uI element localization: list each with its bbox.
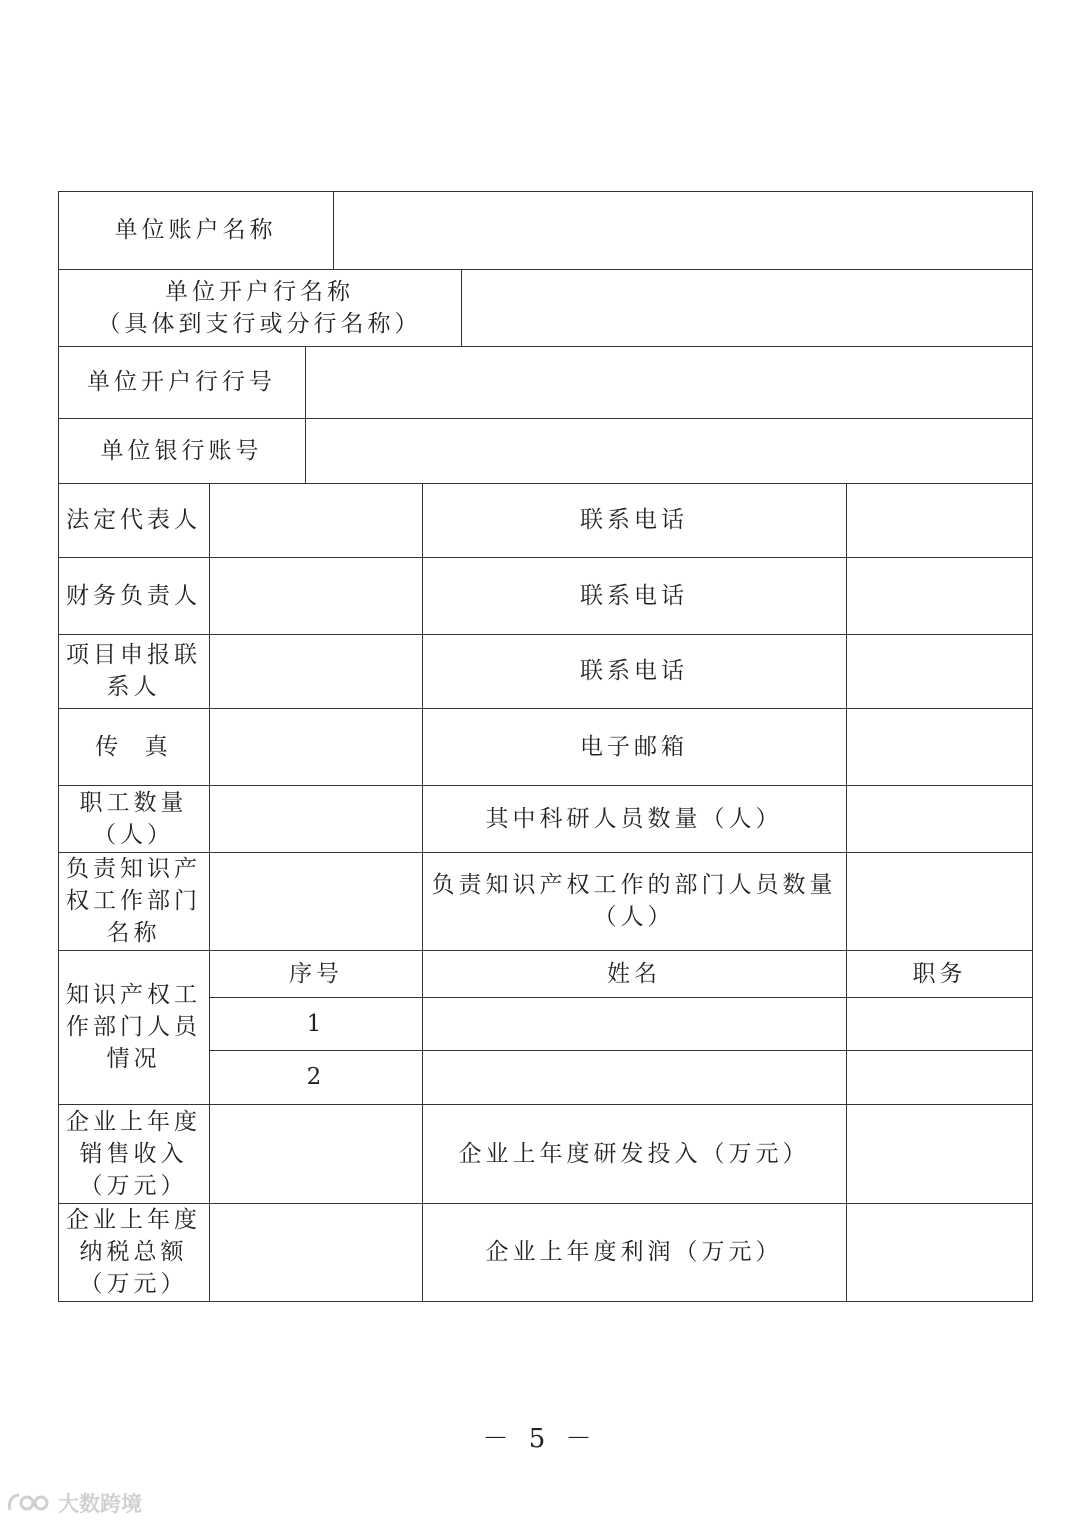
- finance-phone-label: 联系电话: [580, 582, 688, 609]
- legal-rep-phone-label: 联系电话: [580, 507, 688, 533]
- col-seq-header: 序号: [289, 960, 343, 987]
- sales-field[interactable]: [210, 1104, 422, 1203]
- ip-staff-label: 知识产权工 作部门人员 情况: [66, 982, 201, 1072]
- bank-account-label: 单位银行账号: [100, 437, 263, 464]
- ip-dept-staff-count-label: 负责知识产权工作的部门人员数量 （人）: [431, 872, 837, 930]
- email-label: 电子邮箱: [580, 733, 688, 760]
- legal-rep-field[interactable]: [210, 483, 422, 557]
- finance-head-label: 财务负责人: [66, 582, 201, 609]
- project-contact-phone-label: 联系电话: [580, 658, 688, 684]
- legal-rep-phone-field[interactable]: [847, 483, 1032, 557]
- row-seq: 2: [306, 1064, 326, 1090]
- rule: [1032, 191, 1033, 1302]
- row-seq: 1: [306, 1010, 326, 1037]
- research-staff-field[interactable]: [847, 785, 1032, 852]
- ip-dept-staff-count-field[interactable]: [847, 852, 1032, 950]
- sales-label: 企业上年度 销售收入 （万元）: [66, 1108, 201, 1199]
- ip-dept-field[interactable]: [210, 852, 422, 950]
- watermark-text: 大数跨境: [58, 1492, 142, 1516]
- project-contact-label: 项目申报联 系人: [66, 642, 201, 700]
- col-position-header: 职务: [912, 960, 967, 987]
- fax-label: 传 真: [95, 733, 172, 760]
- project-contact-phone-field[interactable]: [847, 634, 1032, 708]
- staff-count-field[interactable]: [210, 785, 422, 852]
- rd-label: 企业上年度研发投入（万元）: [458, 1140, 810, 1167]
- bank-name-label: 单位开户行名称 （具体到支行或分行名称）: [97, 278, 422, 337]
- staff-count-label: 职工数量 （人）: [79, 789, 188, 848]
- finance-phone-field[interactable]: [847, 557, 1032, 634]
- rule: [58, 1301, 1033, 1302]
- tax-label: 企业上年度 纳税总额 （万元）: [66, 1207, 201, 1297]
- row-position-field[interactable]: [847, 997, 1032, 1050]
- account-name-field[interactable]: [334, 191, 1032, 269]
- page-number: － 5 －: [482, 1424, 598, 1454]
- row-position-field[interactable]: [847, 1050, 1032, 1104]
- project-contact-field[interactable]: [210, 634, 422, 708]
- watermark: [6, 1488, 142, 1518]
- tax-field[interactable]: [210, 1203, 422, 1301]
- bank-code-label: 单位开户行行号: [87, 369, 276, 395]
- bank-account-field[interactable]: [306, 418, 1032, 483]
- ip-dept-label: 负责知识产 权工作部门 名称: [66, 856, 201, 946]
- row-name-field[interactable]: [423, 997, 846, 1050]
- watermark-logo-icon: [6, 1490, 52, 1516]
- legal-rep-label: 法定代表人: [66, 507, 201, 533]
- row-name-field[interactable]: [423, 1050, 846, 1104]
- profit-label: 企业上年度利润（万元）: [485, 1239, 783, 1265]
- finance-head-field[interactable]: [210, 557, 422, 634]
- col-name-header: 姓名: [607, 960, 661, 987]
- rd-field[interactable]: [847, 1104, 1032, 1203]
- profit-field[interactable]: [847, 1203, 1032, 1301]
- research-staff-label: 其中科研人员数量（人）: [485, 805, 783, 832]
- fax-field[interactable]: [210, 708, 422, 785]
- bank-code-field[interactable]: [306, 346, 1032, 418]
- email-field[interactable]: [847, 708, 1032, 785]
- account-name-label: 单位账户名称: [114, 217, 277, 243]
- bank-name-field[interactable]: [462, 269, 1032, 346]
